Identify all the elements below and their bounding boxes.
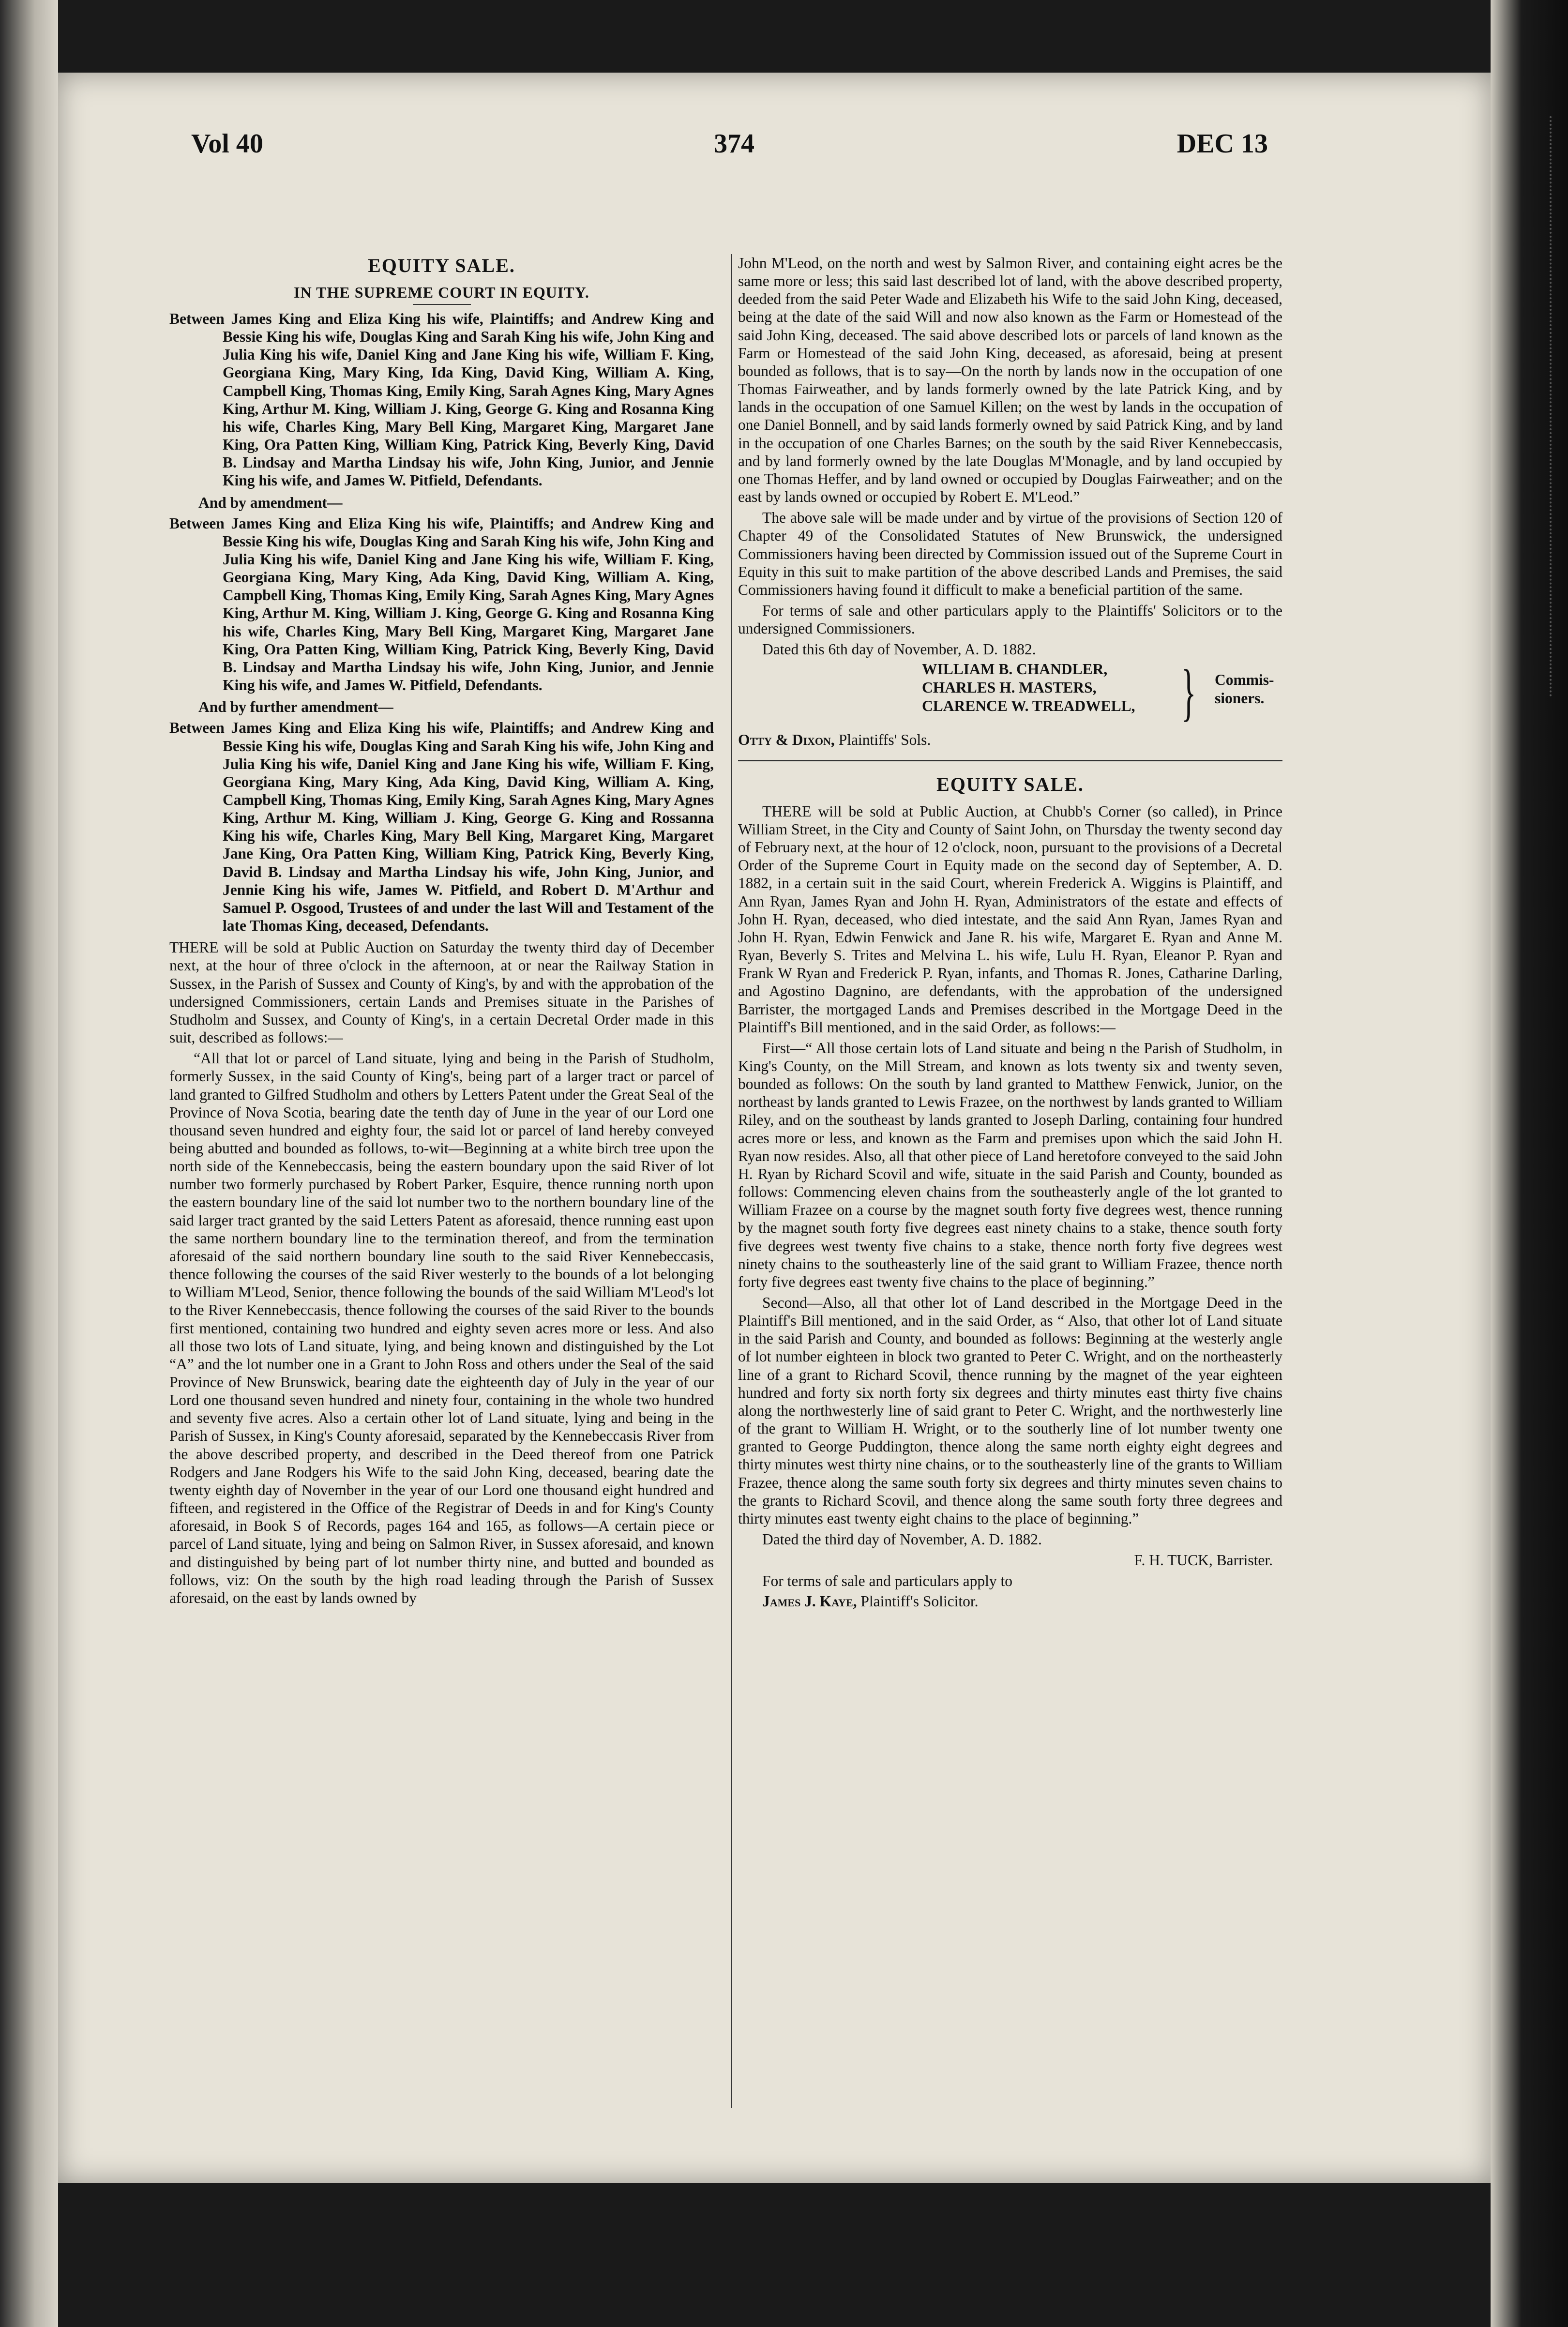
issue-date: DEC 13 (1176, 129, 1268, 159)
notice-title: EQUITY SALE. (368, 255, 515, 276)
description-continuation: John M'Leod, on the north and west by Salmon River, and containing eight acres be the same more or less; this said last described lot of land, with the above described property, deeded from the said Peter Wade and Elizabeth his Wife to the said John King, deceased, being at the date of the said Will and now also known as the Farm or Homestead of the said John King, deceased. The said above described lots or parcels of land known as the Farm or Homestead of the said John King, deceased, as aforesaid, being at present bounded as follows, that is to say—On the north by lands now in the occupation of one Thomas Fairweather, and by lands formerly owned by the late Patrick King, and by lands in the occupation of one Samuel Killen; on the west by lands in the occupation of one Daniel Bonnell, and by said lands formerly owned by said Patrick King, and by land in the occupation of one Charles Barnes; on the south by the said River Kennebeccasis, and by land formerly owned by the late Douglas M'Monagle, and by land occupied by one Thomas Heffer, and by land owned or occupied by Douglas Fairweather; and on the east by lands owned or occupied by Robert E. M'Leod.” (738, 255, 1282, 506)
further-amendment-heading: And by further amendment— (198, 698, 393, 716)
second-lot-description: Second—Also, all that other lot of Land described in the Mortgage Deed in the Plaintiff's Bill mentioned, and in the said Order, as “ Also, that other lot of Land situate in the said Parish and County, and bounded as follows: Beginning at the westerly angle of lot number eighteen in block two granted to Peter C. Wright, and on the northeasterly line of a grant to Richard Scovil, thence running by the magnet of the year eighteen hundred and forty six north forty six degrees and thirty minutes east thirty five chains along the northwesterly line of said grant to Peter C. Wright, and the northwesterly line of the grant to William H. Wright, or to the southerly line of lot number twenty one granted to George Puddington, thence along the same north eighty eight degrees and thirty minutes west thirty nine chains, or to the southeasterly line of the grants to William Frazee, thence along the same south forty six degrees and thirty minutes seven chains to the grants to Richard Scovil, and thence along the same south forty three degrees and thirty minutes east twenty eight chains to the place of beginning.” (738, 1294, 1282, 1527)
commissioners-role (1215, 671, 1274, 708)
amendment-heading: And by amendment— (198, 494, 343, 511)
book-spine-edge (0, 0, 58, 2327)
left-column (169, 254, 714, 2122)
commissioner-name: WILLIAM B. CHANDLER, (922, 661, 1108, 678)
page-number: 374 (714, 129, 754, 159)
notice-title-2: EQUITY SALE. (936, 773, 1084, 795)
dated-line-2: Dated the third day of November, A. D. 1882. (762, 1531, 1042, 1548)
commissioner-name: CLARENCE W. TREADWELL, (922, 697, 1135, 715)
terms-of-sale-2: For terms of sale and particulars apply to (762, 1572, 1012, 1590)
parties-amended: Between James King and Eliza King his wife, Plaintiffs; and Andrew King and Bessie King his wife, Douglas King and Sarah King his wife, John King and Julia King his wife, Daniel King and Jane King his wife, William F. King, Georgiana King, Mary King, Ada King, David King, William A. King, Campbell King, Thomas King, Emily King, Sarah Agnes King, Mary Agnes King, Arthur M. King, William J. King, George G. King and Rosanna King his wife, Charles King, Mary Bell King, Margaret King, Margaret Jane King, Ora Patten King, William King, Patrick King, Beverly King, David B. Lindsay and Martha Lindsay his wife, John King, Junior, and Jennie King his wife, and James W. Pitfield, Defendants. (169, 514, 714, 694)
barrister-signature: F. H. TUCK, Barrister. (1134, 1552, 1273, 1569)
parties-further-amended: Between James King and Eliza King his wife, Plaintiffs; and Andrew King and Bessie King his wife, Douglas King and Sarah King his wife, John King and Julia King his wife, Daniel King and Jane King his wife, William F. King, Georgiana King, Mary King, Ada King, David King, William A. King, Campbell King, Thomas King, Emily King, Sarah Agnes King, Mary Agnes King, Arthur M. King, William J. King, George G. King and Rossanna King his wife, Charles King, Mary Bell King, Margaret King, Margaret Jane King, Ora Patten King, William King, Patrick King, Beverly King, David B. Lindsay and Martha Lindsay his wife, John King, Junior, and Jennie King his wife, James W. Pitfield, and Robert D. M'Arthur and Samuel P. Osgood, Trustees of and under the last Will and Testament of the late Thomas King, deceased, Defendants. (169, 719, 714, 935)
brace-glyph: } (1181, 656, 1196, 728)
right-column (738, 254, 1282, 2122)
commissioners-signatures (738, 656, 1282, 728)
short-rule (413, 304, 471, 305)
sale-notice-2: THERE will be sold at Public Auction, at Chubb's Corner (so called), in Prince William Street, in the City and County of Saint John, on Thursday the twenty second day of February next, at the hour of 12 o'clock, noon, pursuant to the provisions of a Decretal Order of the Supreme Court in Equity made on the second day of September, A. D. 1882, in a certain suit in the said Court, wherein Frederick A. Wiggins is Plaintiff, and Ann Ryan, James Ryan and John H. Ryan, Administrators of the estate and effects of John H. Ryan, deceased, who died intestate, and the said Ann Ryan, James Ryan and John H. Ryan, Edwin Fenwick and Jane R. his wife, Margaret E. Ryan and Anne M. Ryan, Beverly S. Trites and Melvina L. his wife, Lulu H. Ryan, Eleanor P. Ryan and Frank W Ryan and Frederick P. Ryan, infants, and Thomas R. Jones, Catharine Darling, and Agostino Dagnino, are defendants, with the approbation of the undersigned Barrister, the mortgaged Lands and Premises described in the Mortgage Deed in the Plaintiff's Bill mentioned, and in the said Order, as follows:— (738, 802, 1282, 1036)
parties-original: Between James King and Eliza King his wife, Plaintiffs; and Andrew King and Bessie King his wife, Douglas King and Sarah King his wife, John King and Julia King his wife, Daniel King and Jane King his wife, William F. King, Georgiana King, Mary King, Ida King, David King, William A. King, Campbell King, Thomas King, Emily King, Sarah Agnes King, Mary Agnes King, Arthur M. King, William J. King, George G. King and Rosanna King his wife, Charles King, Mary Bell King, Margaret King, Margaret Jane King, Ora Patten King, William King, Patrick King, Beverly King, David B. Lindsay and Martha Lindsay his wife, John King, Junior, and Jennie King his wife, and James W. Pitfield, Defendants. (169, 310, 714, 489)
plaintiff-solicitor-line (738, 1592, 1282, 1610)
page-edge-shadow (1491, 0, 1568, 2327)
commissioner-name: CHARLES H. MASTERS, (922, 679, 1097, 696)
section-rule (738, 760, 1282, 761)
volume-label: Vol 40 (191, 129, 263, 159)
column-divider (731, 254, 732, 2108)
court-heading: IN THE SUPREME COURT IN EQUITY. (294, 284, 589, 302)
solicitors-role: Plaintiffs' Sols. (838, 731, 931, 749)
plaintiff-solicitor-name: James J. Kaye, (762, 1592, 857, 1610)
plaintiff-solicitor-role: Plaintiff's Solicitor. (860, 1592, 979, 1610)
sale-notice: THERE will be sold at Public Auction on Saturday the twenty third day of December next, at the hour of three o'clock in the afternoon, at or near the Railway Station in Sussex, in the Parish of Sussex and County of King's, by and with the approbation of the undersigned Commissioners, certain Lands and Premises situate in the Parishes of Studholm and Sussex, and County of King's, in a certain Decretal Order made in this suit, described as follows:— (169, 939, 714, 1046)
role-line: Commis- (1215, 671, 1274, 689)
land-description: “All that lot or parcel of Land situate, lying and being in the Parish of Studholm, formerly Sussex, in the said County of King's, being part of a larger tract or parcel of land granted to Gilfred Studholm and others by Letters Patent under the Great Seal of the Province of Nova Scotia, bearing date the tenth day of June in the year of our Lord one thousand seven hundred and eighty four, the said lot or parcel of land hereby conveyed being abutted and bounded as follows, to-wit—Beginning at a white birch tree upon the north side of the Kennebeccasis, being the eastern boundary upon the said River of lot number two formerly purchased by Robert Parker, Esquire, thence running north upon the eastern boundary line of the said lot number two to the northern boundary line of the said larger tract granted by the said Letters Patent as aforesaid, thence running east upon the same northern boundary line to the termination thereof, and from the termination aforesaid of the said northern boundary line south to the said River Kennebeccasis, thence following the courses of the said River westerly to the bounds of a lot belonging to William M'Leod, Senior, thence following the bounds of the said William M'Leod's lot to the River Kennebeccasis, thence following the courses of the said River to the bounds first mentioned, containing two hundred and eighty seven acres more or less. And also all those two lots of Land situate, lying, and being known and distinguished by the Lot “A” and the lot number one in a Grant to John Ross and others under the Seal of the said Province of New Brunswick, bearing date the eighteenth day of July in the year of our Lord one thousand seven hundred and ninety four, containing in the whole two hundred and seventy five acres. Also a certain other lot of Land situate, lying and being in the Parish of Sussex, in King's County aforesaid, separated by the Kennebeccasis River from the above described property, and described in the Deed thereof from one Patrick Rodgers and Jane Rodgers his Wife to the said John King, deceased, bearing date the twenty eighth day of November in the year of our Lord one thousand eight hundred and fifteen, and registered in the Office of the Registrar of Deeds in and for King's County aforesaid, in Book S of Records, pages 164 and 165, as follows—A certain piece or parcel of Land situate, lying and being on Salmon River, in Sussex aforesaid, and known and distinguished by being part of lot number thirty nine, and butted and bounded as follows, viz: On the south by the high road leading through the Parish of Sussex aforesaid, on the east by lands owned by (169, 1050, 714, 1606)
page-header (191, 128, 1268, 172)
role-line: sioners. (1215, 690, 1265, 707)
sale-provisions: The above sale will be made under and by virtue of the provisions of Section 120 of Chapter 49 of the Consolidated Statutes of New Brunswick, the undersigned Commissioners having been directed by Commission issued out of the Supreme Court in Equity in this suit to make partition of the above described Lands and Premises, the said Commissioners having found it difficult to make a beneficial partition of the same. (738, 509, 1282, 598)
terms-of-sale: For terms of sale and other particulars apply to the Plaintiffs' Solicitors or to the undersigned Commissioners. (738, 602, 1282, 637)
solicitors-line (738, 731, 1282, 749)
solicitors-name: Otty & Dixon, (738, 731, 835, 749)
commissioner-names (922, 660, 1135, 715)
first-lot-description: First—“ All those certain lots of Land situate and being n the Parish of Studholm, in King's County, on the Mill Stream, and known as lots twenty six and twenty seven, bounded as follows: On the south by land granted to Matthew Fenwick, Junior, on the northeast by lands granted to Lewis Frazee, on the northwest by lands granted to William Riley, and on the southeast by lands granted to Joseph Darling, containing four hundred acres more or less, and known as the Farm and premises upon which the said John H. Ryan now resides. Also, all that other piece of Land heretofore conveyed to the said John H. Ryan by Richard Scovil and wife, situate in the said Parish and County, bounded as follows: Commencing eleven chains from the southeasterly angle of the lot granted to William Frazee on a course by the magnet south forty five degrees west, thence running by the magnet south forty five degrees east ninety chains to a stake, thence south forty five degrees west twenty five chains to a stake, thence north forty five degrees west ninety chains to the southeasterly line of the said grant to William Frazee, thence north forty five degrees east twenty five chains to the place of beginning.” (738, 1039, 1282, 1290)
dated-line: Dated this 6th day of November, A. D. 1882. (762, 641, 1036, 658)
binding-marks (1542, 116, 1552, 697)
